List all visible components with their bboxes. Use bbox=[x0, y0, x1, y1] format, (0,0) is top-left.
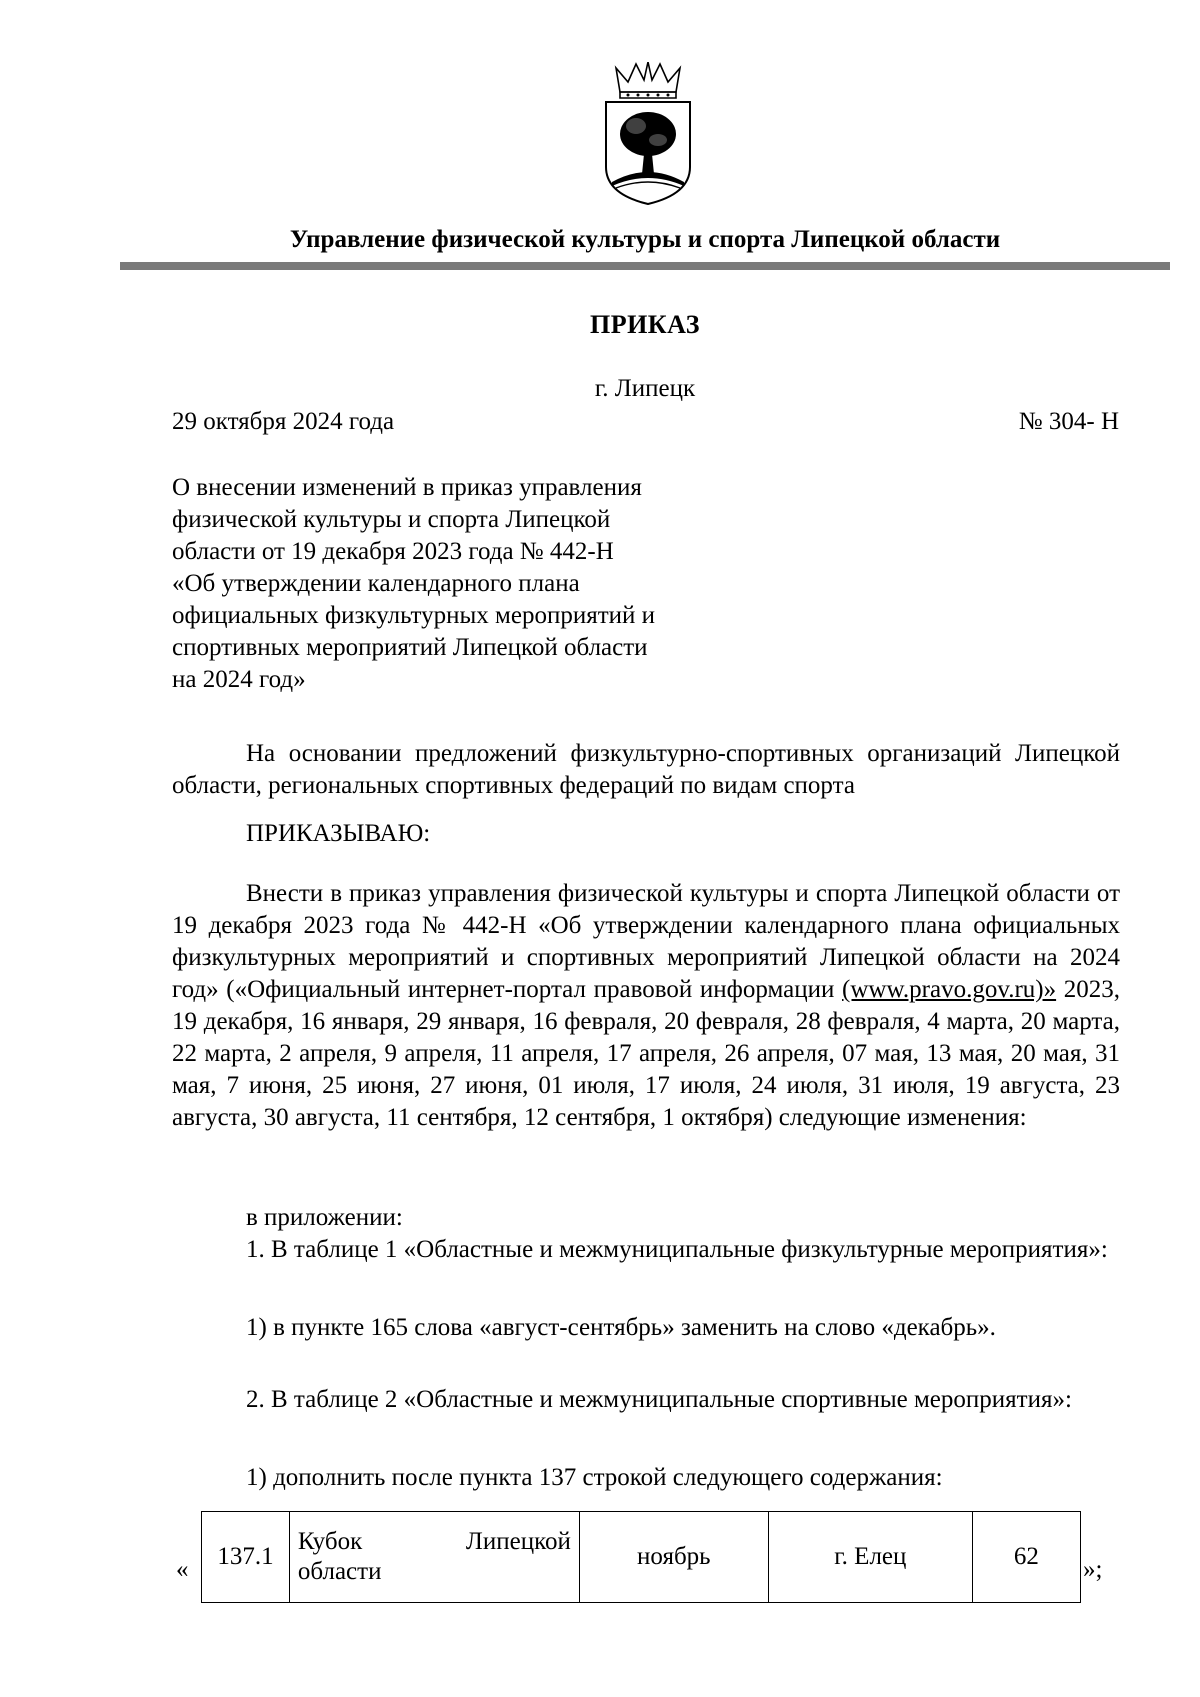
subject-line: физической культуры и спорта Липецкой bbox=[172, 506, 611, 533]
item-2: 2. В таблице 2 «Областные и межмуниципальные спортивные мероприятия»: bbox=[246, 1386, 1072, 1413]
inserted-table-row bbox=[201, 1511, 1081, 1603]
table-row bbox=[202, 1512, 1081, 1603]
cell-month: ноябрь bbox=[579, 1512, 768, 1603]
document-subject bbox=[172, 472, 772, 696]
subject-line: О внесении изменений в приказ управления bbox=[172, 474, 642, 501]
cell-event-name bbox=[289, 1512, 579, 1603]
main-paragraph bbox=[172, 878, 1120, 1134]
main-text-start: Внести в приказ управления физической культуры и спорта Липецкой области от 19 декабря 2023 года № 442-Н «Об утверждении календарного плана официальных физкультурных мероприятий и спортивных мероприятий Липецкой области на 2024 год» («Официальный интернет-портал правовой информации bbox=[172, 880, 1120, 1003]
item-2-sub: 1) дополнить после пункта 137 строкой следующего содержания: bbox=[246, 1464, 943, 1491]
lipetsk-coat-of-arms-icon bbox=[598, 62, 698, 207]
item-1-sub: 1) в пункте 165 слова «август-сентябрь» заменить на слово «декабрь». bbox=[246, 1314, 996, 1341]
order-word: ПРИКАЗЫВАЮ: bbox=[246, 820, 431, 847]
cell-place: г. Елец bbox=[768, 1512, 972, 1603]
document-city: г. Липецк bbox=[594, 375, 696, 402]
subject-line: «Об утверждении календарного плана bbox=[172, 570, 580, 597]
subject-line: на 2024 год» bbox=[172, 666, 306, 693]
subject-line: спортивных мероприятий Липецкой области bbox=[172, 634, 648, 661]
document-date: 29 октября 2024 года bbox=[172, 408, 395, 435]
organization-name: Управление физической культуры и спорта Липецкой области bbox=[289, 226, 1001, 253]
cell-participants: 62 bbox=[972, 1512, 1080, 1603]
document-title: ПРИКАЗ bbox=[589, 310, 701, 339]
item-1: 1. В таблице 1 «Областные и межмуниципальные физкультурные мероприятия»: bbox=[246, 1236, 1108, 1263]
table-quote-close: »; bbox=[1083, 1556, 1103, 1583]
event-name-word: Кубок bbox=[297, 1528, 363, 1555]
pravo-link[interactable]: (www.pravo.gov.ru)» bbox=[842, 976, 1057, 1003]
table-quote-open: « bbox=[176, 1556, 189, 1583]
event-name-word: Липецкой bbox=[465, 1528, 571, 1555]
main-text-end: 2023, 19 декабря, 16 января, 29 января, 16 февраля, 20 февраля, 28 февраля, 4 марта, 20 марта, 22 марта, 2 апреля, 9 апреля, 11 апреля, 17 апреля, 26 апреля, 07 мая, 13 мая, 20 мая, 31 мая, 7 июня, 25 июня, 27 июня, 01 июля, 17 июля, 24 июля, 31 июля, 19 августа, 23 августа, 30 августа, 11 сентября, 12 сентября, 1 октября) следующие изменения: bbox=[172, 976, 1120, 1131]
subject-line: области от 19 декабря 2023 года № 442-Н bbox=[172, 538, 614, 565]
document-number: № 304- Н bbox=[1018, 408, 1119, 435]
cell-number: 137.1 bbox=[202, 1512, 290, 1603]
basis-paragraph: На основании предложений физкультурно-спортивных организаций Липецкой области, региональных спортивных федераций по видам спорта bbox=[172, 740, 1120, 799]
header-divider bbox=[120, 262, 1170, 270]
event-name-word: области bbox=[297, 1558, 382, 1585]
in-appendix-label: в приложении: bbox=[246, 1204, 403, 1231]
subject-line: официальных физкультурных мероприятий и bbox=[172, 602, 656, 629]
